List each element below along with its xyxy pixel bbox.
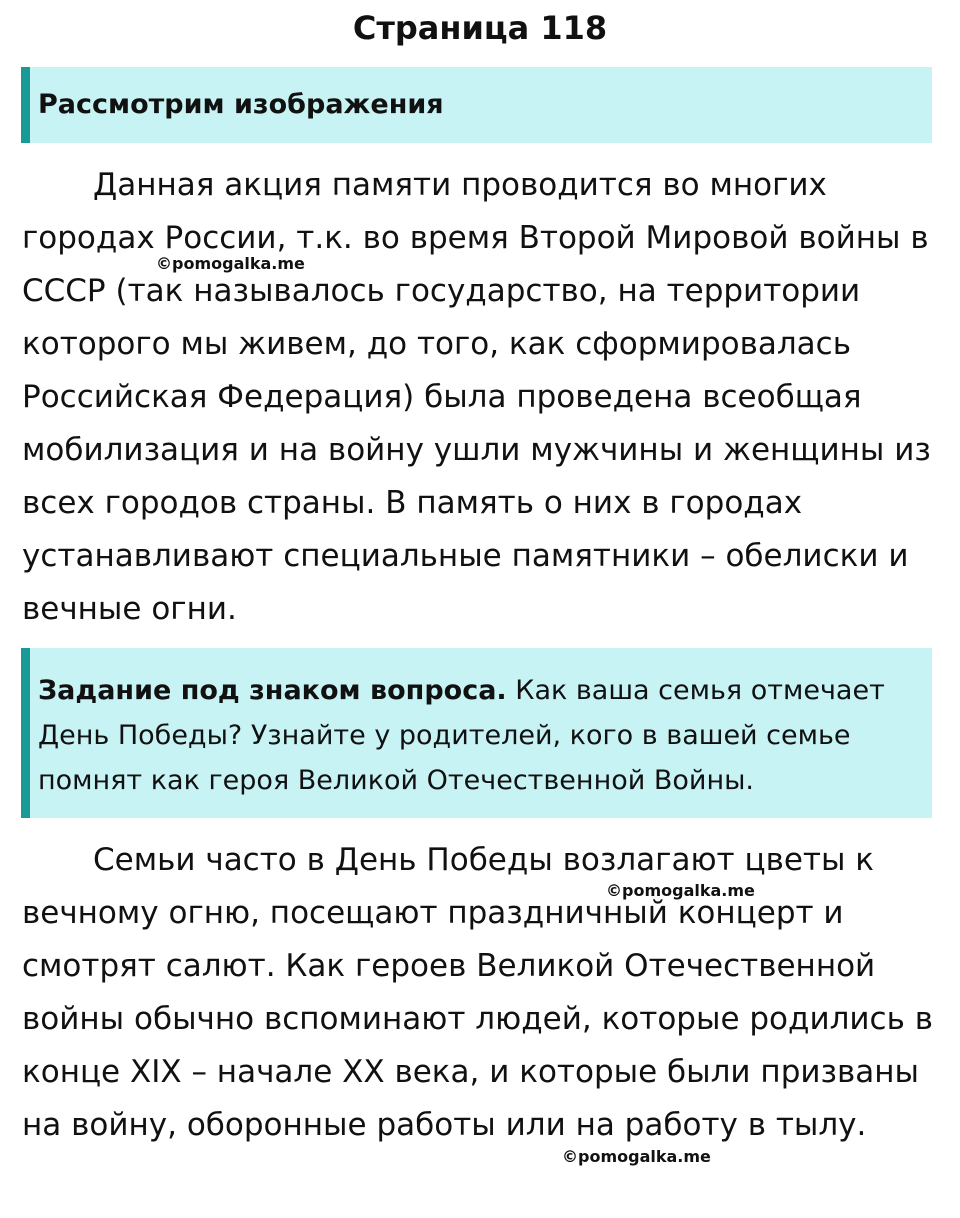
watermark: ©pomogalka.me	[156, 254, 305, 273]
watermark: ©pomogalka.me	[606, 881, 755, 900]
paragraph-memorial-action: Данная акция памяти проводится во многих городах России, т.к. во время Второй Мировой войны в СССР (так называлось государство, на территории которого мы живем, до того, как сформировалась Российская Федерация) была проведена всеобщая мобилизация и на войну ушли мужчины и женщины из всех городов страны. В память о них в городах устанавливают специальные памятники – обелиски и вечные огни.	[22, 167, 931, 627]
paragraph-victory-day: Семьи часто в День Победы возлагают цветы к вечному огню, посещают праздничный концерт и смотрят салют. Как героев Великой Отечественной войны обычно вспоминают людей, которые родились в конце XIX – начале XX века, и которые были призваны на войну, оборонные работы или на работу в тылу.	[22, 842, 933, 1143]
page-title: Страница 118	[352, 9, 608, 47]
task-box	[21, 648, 932, 818]
section-header-box	[21, 67, 932, 143]
task-label: Задание под знаком вопроса.	[38, 675, 507, 706]
task-text: Как ваша семья отмечает День Победы? Узнайте у родителей, кого в вашей семье помнят как героя Великой Отечественной Войны.	[38, 675, 885, 796]
section-header-text: Рассмотрим изображения	[38, 89, 444, 120]
watermark: ©pomogalka.me	[562, 1147, 711, 1166]
